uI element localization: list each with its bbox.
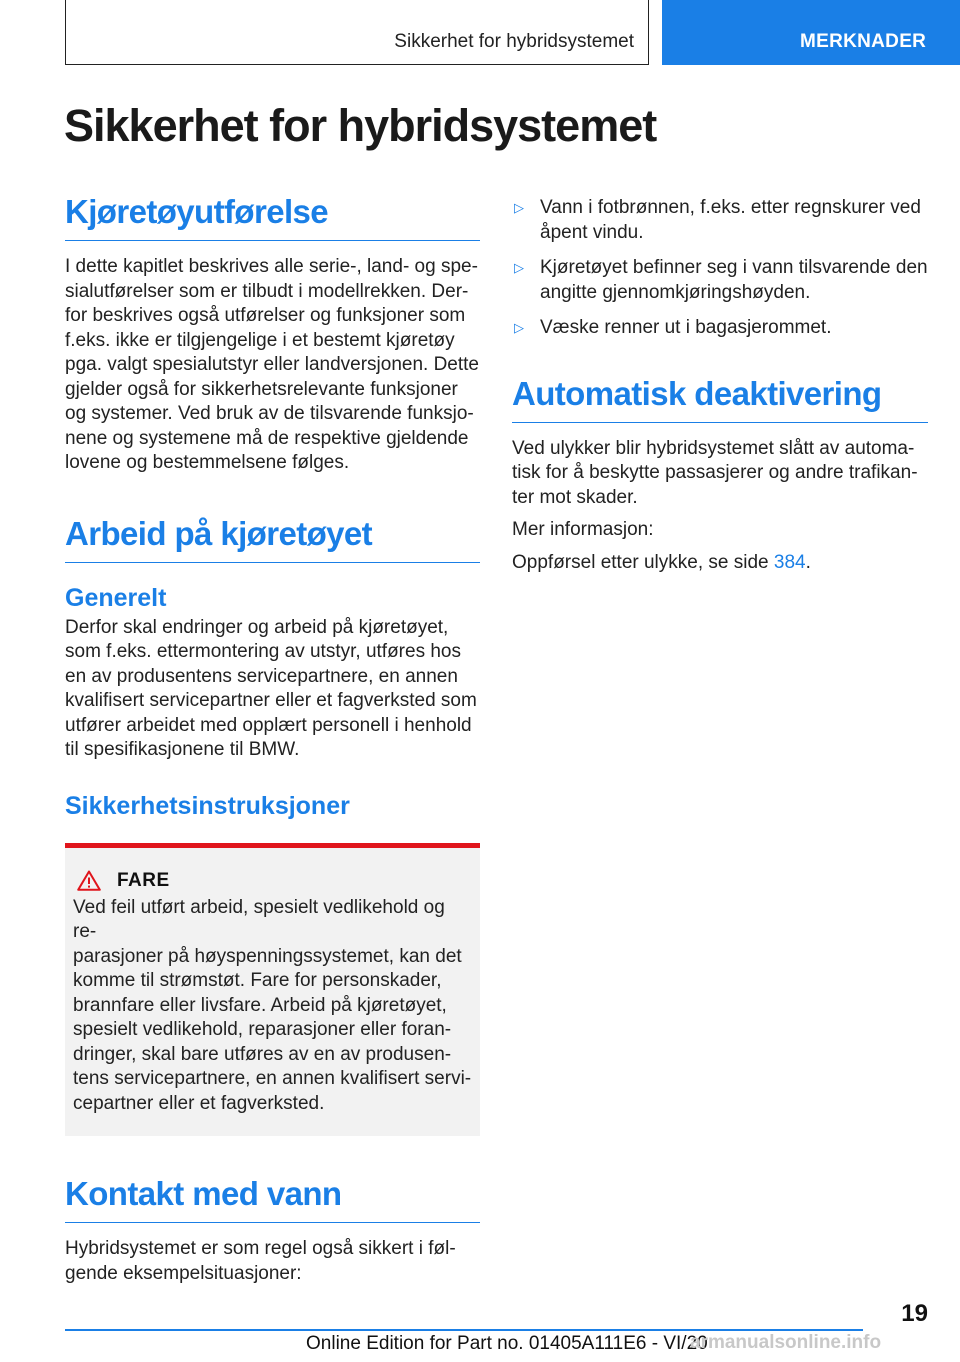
text-line: som f.eks. ettermontering av utstyr, utføres hos — [65, 641, 461, 662]
page-title: Sikkerhet for hybridsystemet — [64, 100, 657, 151]
text-line: cepartner eller et fagverksted. — [73, 1092, 325, 1114]
triangle-bullet-icon: ▷ — [514, 260, 524, 275]
text-line: tens servicepartnere, en annen kvalifisert servi- — [73, 1068, 472, 1089]
text-line: angitte gjennomkjøringshøyden. — [540, 281, 811, 303]
section-tab[interactable] — [662, 0, 960, 65]
list-item — [512, 316, 928, 341]
bullet-list — [512, 196, 928, 341]
watermark: armanualsonline.info — [690, 1332, 882, 1353]
section-tab-label: MERKNADER — [800, 31, 927, 52]
running-header-title: Sikkerhet for hybridsystemet — [394, 31, 634, 52]
warning-label: FARE — [117, 869, 170, 891]
text-line: tisk for å beskytte passasjerer og andre trafikan- — [512, 462, 918, 483]
reference-text: Oppførsel etter ulykke, se side — [512, 551, 774, 573]
text-line: sialutførelser som er tilbudt i modellrekken. Der- — [65, 280, 469, 302]
text-line: Derfor skal endringer og arbeid på kjøretøyet, — [65, 616, 449, 638]
more-info-label: Mer informasjon: — [512, 519, 654, 540]
text-line: ter mot skader. — [512, 486, 638, 508]
left-column — [65, 190, 480, 1286]
triangle-bullet-icon: ▷ — [514, 200, 524, 215]
page-number: 19 — [901, 1300, 928, 1327]
text-line: utfører arbeidet med opplært personell i henhold — [65, 714, 472, 736]
text-line: Væske renner ut i bagasjerommet. — [540, 317, 832, 338]
text-line: nene og systemene må de respektive gjeldende — [65, 427, 469, 449]
page-reference-link[interactable]: 384 — [773, 551, 806, 573]
text-line: dringer, skal bare utføres av en av produsen- — [73, 1043, 452, 1065]
running-header-box — [65, 0, 649, 65]
text-line: en av produsentens servicepartnere, en annen — [65, 665, 458, 687]
text-line: Kjøretøyet befinner seg i vann tilsvarende den — [540, 257, 928, 278]
heading-water-contact: Kontakt med vann — [65, 1172, 480, 1223]
text-line: f.eks. ikke er tilgjengelige i et bestemt kjøretøy — [65, 329, 455, 351]
general-text — [65, 616, 480, 763]
water-contact-text — [65, 1237, 480, 1286]
right-column — [512, 190, 928, 575]
text-line: gjelder også for sikkerhetsrelevante funksjoner — [65, 378, 458, 400]
warning-triangle-icon — [77, 870, 101, 891]
cross-reference — [512, 551, 928, 576]
text-line: komme til strømstøt. Fare for personskader, — [73, 970, 442, 991]
text-line: I dette kapitlet beskrives alle serie-, land- og spe- — [65, 256, 478, 277]
heading-vehicle-version: Kjøretøyutførelse — [65, 190, 480, 241]
text-line: Ved feil utført arbeid, spesielt vedlikehold og re- — [73, 896, 445, 942]
warning-text — [73, 896, 472, 1117]
text-line: lovene og bestemmelsene følges. — [65, 452, 350, 473]
text-line: Vann i fotbrønnen, f.eks. etter regnskurer ved — [540, 197, 921, 218]
list-item — [512, 196, 928, 245]
edition-text: Online Edition for Part no. 01405A111E6 - VI/20 — [306, 1333, 708, 1354]
footer-rule — [65, 1329, 863, 1331]
text-line: parasjoner på høyspenningssystemet, kan det — [73, 945, 462, 967]
text-line: for beskrives også utførelser og funksjoner som — [65, 305, 466, 326]
vehicle-version-text — [65, 255, 480, 476]
text-line: og systemer. Ved bruk av de tilsvarende funksjo- — [65, 403, 474, 424]
heading-auto-deactivation: Automatisk deaktivering — [512, 372, 928, 423]
text-line: brannfare eller livsfare. Arbeid på kjøretøyet, — [73, 994, 447, 1016]
text-line: spesielt vedlikehold, reparasjoner eller foran- — [73, 1019, 452, 1040]
auto-deactivation-text — [512, 437, 928, 511]
text-line: pga. valgt spesialutstyr eller landversjonen. Dette — [65, 354, 480, 375]
text-line: til spesifikasjonene til BMW. — [65, 739, 300, 760]
text-line: Hybridsystemet er som regel også sikkert i føl- — [65, 1238, 456, 1259]
list-item — [512, 256, 928, 305]
subheading-general: Generelt — [65, 583, 167, 612]
warning-box — [65, 843, 480, 1137]
text-line: åpent vindu. — [540, 221, 644, 243]
warning-header — [73, 870, 472, 892]
heading-work-on-vehicle: Arbeid på kjøretøyet — [65, 512, 480, 563]
subheading-safety-instructions: Sikkerhetsinstruksjoner — [65, 791, 350, 820]
text-line: gende eksempelsituasjoner: — [65, 1262, 302, 1284]
text-line: Ved ulykker blir hybridsystemet slått av automa- — [512, 437, 915, 459]
text-line: kvalifisert servicepartner eller et fagverksted som — [65, 690, 477, 711]
triangle-bullet-icon: ▷ — [514, 320, 524, 335]
reference-end: . — [805, 551, 811, 573]
